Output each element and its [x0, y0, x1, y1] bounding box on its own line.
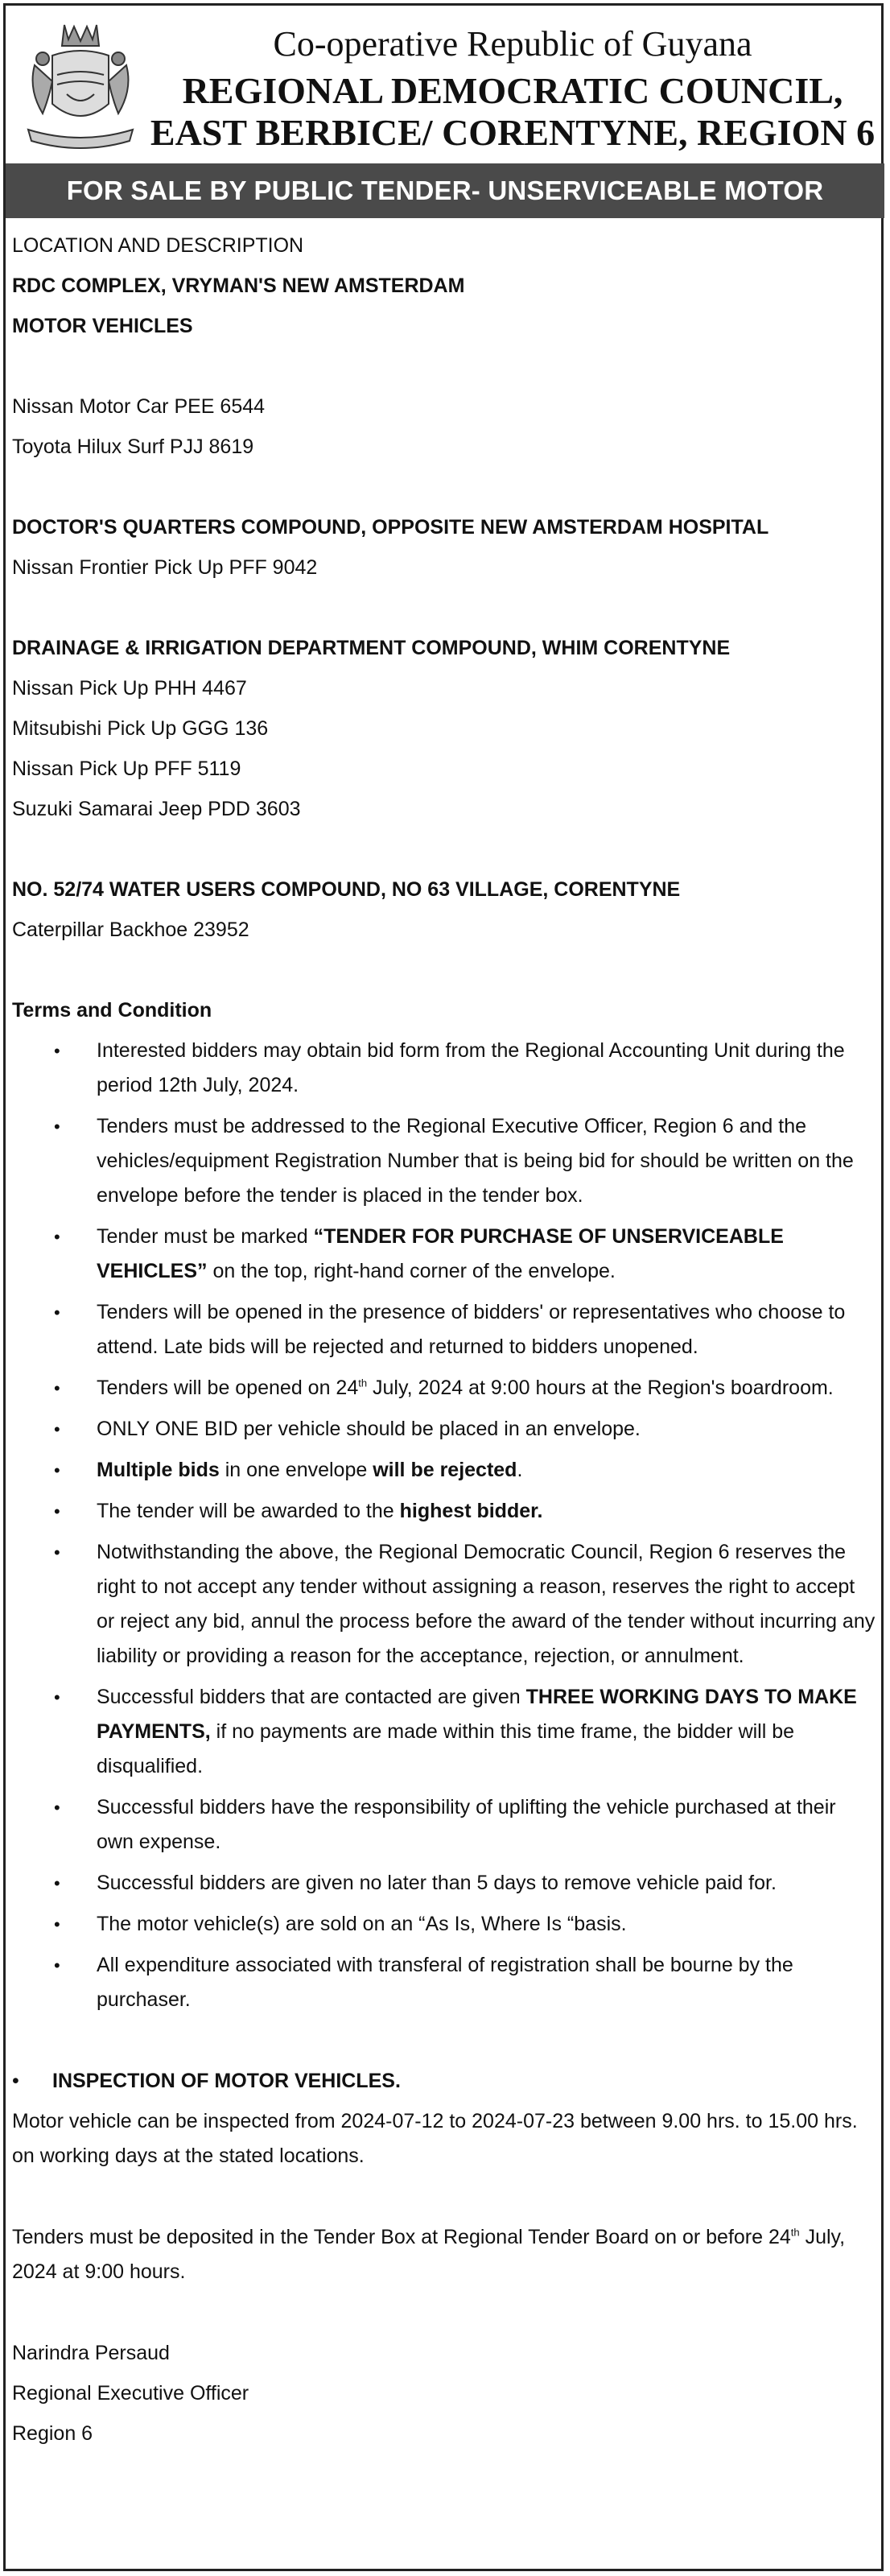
- terms-item: • Tender must be marked “TENDER FOR PURCHASE OF UNSERVICEABLE VEHICLES” on the top, right-hand corner of the envelope.: [12, 1216, 877, 1292]
- vehicle-item: Toyota Hilux Surf PJJ 8619: [12, 436, 254, 458]
- bullet-icon: •: [54, 1501, 60, 1521]
- vehicle-item: Caterpillar Backhoe 23952: [12, 919, 249, 941]
- inspection-heading: • INSPECTION OF MOTOR VEHICLES.: [12, 2061, 877, 2101]
- bullet-icon: •: [54, 1419, 60, 1439]
- terms-heading: Terms and Condition: [12, 999, 212, 1022]
- vehicle-item: Nissan Pick Up PFF 5119: [12, 758, 241, 780]
- bullet-icon: •: [12, 2070, 19, 2092]
- council-title-line-2: EAST BERBICE/ CORENTYNE, REGION 6: [150, 112, 876, 153]
- terms-item: • Tenders must be addressed to the Regional Executive Officer, Region 6 and the vehicles/equipment Registration Number that is being bid for should be written on the envelope before the tender is placed in the tender box.: [12, 1106, 877, 1216]
- inspection-text: Motor vehicle can be inspected from 2024-07-12 to 2024-07-23 between 9.00 hrs. to 15.00 hrs. on working days at the stated locations.: [12, 2110, 858, 2167]
- bullet-icon: •: [54, 1041, 60, 1061]
- terms-item: • Interested bidders may obtain bid form from the Regional Accounting Unit during the period 12th July, 2024.: [12, 1030, 877, 1106]
- bullet-icon: •: [54, 1955, 60, 1975]
- country-title: Co-operative Republic of Guyana: [273, 24, 752, 64]
- signatory-name: Narindra Persaud: [12, 2342, 170, 2364]
- terms-item: • Successful bidders have the responsibility of uplifting the vehicle purchased at their own expense.: [12, 1787, 877, 1863]
- bullet-icon: •: [54, 1227, 60, 1247]
- terms-list: [12, 1030, 877, 2021]
- council-title-line-1: REGIONAL DEMOCRATIC COUNCIL,: [182, 70, 843, 111]
- terms-item: • Successful bidders are given no later than 5 days to remove vehicle paid for.: [12, 1863, 877, 1904]
- location-heading-1: RDC COMPLEX, VRYMAN'S NEW AMSTERDAM: [12, 275, 465, 297]
- terms-item: • Multiple bids in one envelope will be rejected.: [12, 1450, 877, 1491]
- vehicle-item: Nissan Pick Up PHH 4467: [12, 677, 247, 700]
- signatory-region: Region 6: [12, 2422, 93, 2445]
- section-intro: LOCATION AND DESCRIPTION: [12, 234, 304, 257]
- terms-item: • Notwithstanding the above, the Regional Democratic Council, Region 6 reserves the right to not accept any tender without assigning a reason, reserves the right to accept or reject any bid, annul the process before the award of the tender without incurring any liability or providing a reason for the acceptance, rejection, or annulment.: [12, 1532, 877, 1677]
- location-subheading: MOTOR VEHICLES: [12, 315, 193, 337]
- guyana-coat-of-arms-icon: [20, 17, 141, 154]
- bullet-icon: •: [54, 1460, 60, 1480]
- terms-item: • Successful bidders that are contacted are given THREE WORKING DAYS TO MAKE PAYMENTS, if no payments are made within this time frame, the bidder will be disqualified.: [12, 1677, 877, 1787]
- terms-item: • Tenders will be opened in the presence of bidders' or representatives who choose to attend. Late bids will be rejected and returned to bidders unopened.: [12, 1292, 877, 1368]
- location-heading-4: NO. 52/74 WATER USERS COMPOUND, NO 63 VILLAGE, CORENTYNE: [12, 878, 681, 901]
- vehicle-item: Nissan Motor Car PEE 6544: [12, 395, 266, 418]
- vehicle-item: Nissan Frontier Pick Up PFF 9042: [12, 556, 318, 579]
- location-heading-2: DOCTOR'S QUARTERS COMPOUND, OPPOSITE NEW AMSTERDAM HOSPITAL: [12, 516, 769, 539]
- bullet-icon: •: [54, 1542, 60, 1563]
- signatory-title: Regional Executive Officer: [12, 2382, 249, 2405]
- bullet-icon: •: [54, 1687, 60, 1707]
- council-title: [142, 70, 883, 154]
- bullet-icon: •: [54, 1798, 60, 1818]
- vehicle-item: Suzuki Samarai Jeep PDD 3603: [12, 798, 301, 820]
- location-heading-3: DRAINAGE & IRRIGATION DEPARTMENT COMPOUND, WHIM CORENTYNE: [12, 637, 731, 659]
- deposit-text: Tenders must be deposited in the Tender Box at Regional Tender Board on or before 24th July, 2024 at 9:00 hours.: [12, 2226, 846, 2283]
- bullet-icon: •: [54, 1873, 60, 1893]
- terms-item: • ONLY ONE BID per vehicle should be placed in an envelope.: [12, 1409, 877, 1450]
- vehicle-item: Mitsubishi Pick Up GGG 136: [12, 717, 269, 740]
- bullet-icon: •: [54, 1117, 60, 1137]
- terms-item: • All expenditure associated with transferal of registration shall be bourne by the purchaser.: [12, 1945, 877, 2021]
- terms-item: • The tender will be awarded to the highest bidder.: [12, 1491, 877, 1532]
- bullet-icon: •: [54, 1914, 60, 1934]
- notice-body: [12, 225, 877, 2454]
- terms-item: • The motor vehicle(s) are sold on an “As Is, Where Is “basis.: [12, 1904, 877, 1945]
- bullet-icon: •: [54, 1302, 60, 1323]
- terms-item: • Tenders will be opened on 24th July, 2024 at 9:00 hours at the Region's boardroom.: [12, 1368, 877, 1409]
- sale-banner: FOR SALE BY PUBLIC TENDER- UNSERVICEABLE MOTOR VEHICLES: [6, 163, 884, 218]
- bullet-icon: •: [54, 1378, 60, 1398]
- header: [6, 6, 884, 163]
